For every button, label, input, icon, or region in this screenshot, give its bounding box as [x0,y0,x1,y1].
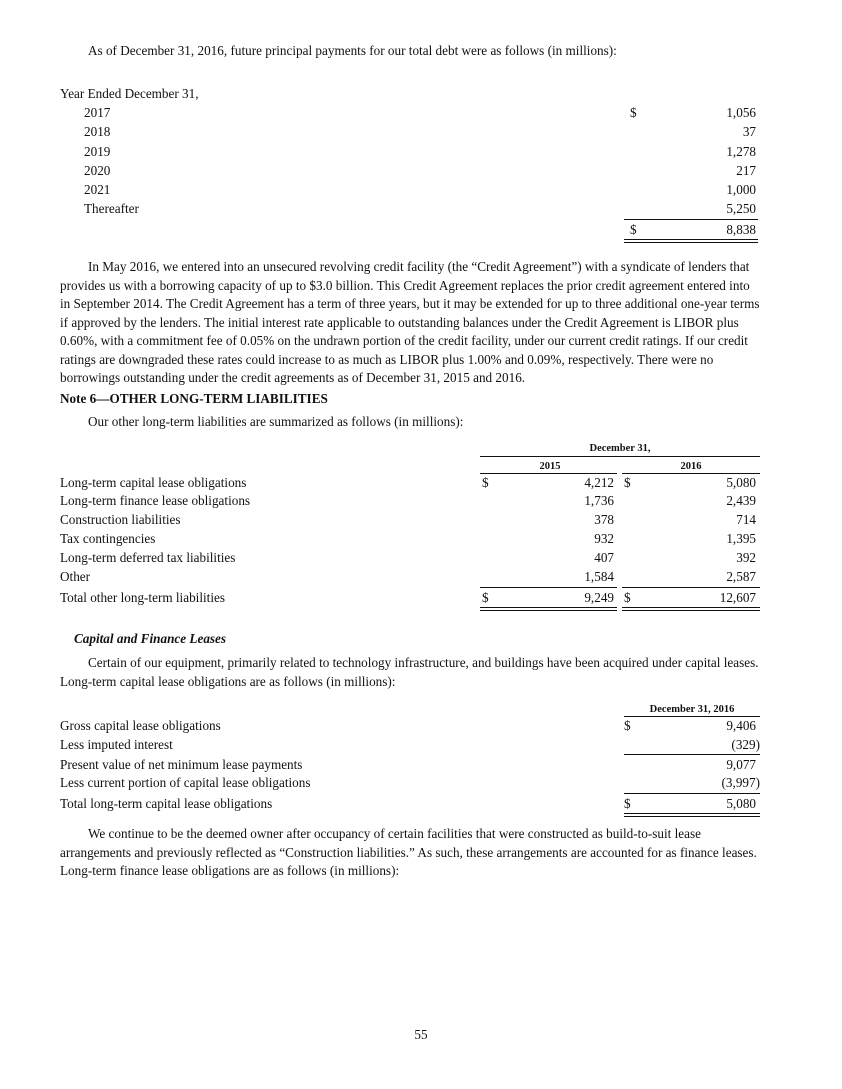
liability-2016: 5,080 [726,475,756,490]
total-double-rule [624,813,760,817]
liability-2015: 1,584 [584,569,614,584]
debt-year: 2021 [84,182,111,197]
subtotal-rule [480,587,617,588]
liability-2016: 714 [736,512,756,527]
credit-agreement-paragraph: In May 2016, we entered into an unsecured revolving credit facility (the “Credit Agreement”) with a syndicate of lenders that provides us with a borrowing capacity of up to $3.0 billion. This Credit Agreement replaces the prior credit agreement entered into in September 2014. The Credit Agreement has a term of three years, but it may be extended for up to three additional one-year terms if approved by the lenders. The initial interest rate applicable to outstanding balances under the Credit Agreement is LIBOR plus 0.60%, with a commitment fee of 0.05% on the undrawn portion of the credit facility, under our current credit ratings. If our credit ratings are downgraded these rates could increase to as much as LIBOR plus 1.00% and 0.09%, respectively. There were no borrowings outstanding under the credit agreements as of December 31, 2015 and 2016. [60,259,760,385]
currency-sign: $ [624,475,631,490]
debt-amount: 1,000 [726,182,756,197]
liability-2016: 1,395 [726,531,756,546]
liability-2015: 1,736 [584,493,614,508]
liability-row [60,530,760,549]
liability-row [60,568,760,587]
subtotal-rule [624,219,758,220]
finance-lease-paragraph: We continue to be the deemed owner after occupancy of certain facilities that were constructed as build-to-suit lease arrangements and previously reflected as “Construction liabilities.” As such, these arrangements are accounted for as finance leases. Long-term finance lease obligations are as follows (in millions): [60,826,757,878]
subtotal-rule [624,793,760,794]
liability-label: Long-term finance lease obligations [60,493,251,508]
debt-amount: 217 [736,163,756,178]
currency-sign: $ [630,105,637,120]
lease-amount: 9,077 [726,757,756,772]
liability-label: Construction liabilities [60,512,181,527]
debt-total-row [60,221,760,240]
liability-2015: 932 [594,531,614,546]
lease-row [60,756,760,775]
debt-amount: 1,278 [726,144,756,159]
subtotal-rule [622,587,760,588]
leases-paragraph: Certain of our equipment, primarily related to technology infrastructure, and buildings have been acquired under capital leases. Long-term capital lease obligations are as follows (in millions): [60,655,759,689]
lease-total-row [60,795,760,814]
lease-amount: 5,080 [726,796,756,811]
liability-2015: 4,212 [584,475,614,490]
debt-amount: 37 [742,124,756,139]
debt-row [60,104,760,123]
debt-intro: As of December 31, 2016, future principal payments for our total debt were as follows (in millions): [88,43,617,58]
liability-total-2015: 9,249 [584,590,614,605]
lease-label: Less current portion of capital lease obligations [60,775,311,790]
debt-table-header: Year Ended December 31, [60,86,199,101]
liability-total-label: Total other long-term liabilities [60,590,225,605]
note6-intro: Our other long-term liabilities are summarized as follows (in millions): [88,414,464,429]
liability-2016: 392 [736,550,756,565]
debt-row [60,143,760,162]
note6-heading: Note 6—OTHER LONG-TERM LIABILITIES [60,391,328,406]
lease-row [60,717,760,736]
liability-row [60,474,760,493]
currency-sign: $ [624,590,631,605]
total-double-rule [622,607,760,611]
liability-row [60,492,760,511]
currency-sign: $ [630,222,637,237]
currency-sign: $ [624,718,631,733]
debt-row [60,181,760,200]
liability-row [60,549,760,568]
debt-year: 2020 [84,163,111,178]
currency-sign: $ [482,475,489,490]
debt-year: Thereafter [84,201,139,216]
note6-col-2016: 2016 [680,461,702,472]
debt-amount: 1,056 [726,105,756,120]
debt-year: 2018 [84,124,111,139]
liability-label: Other [60,569,91,584]
lease-label: Total long-term capital lease obligations [60,796,273,811]
debt-row [60,200,760,219]
lease-row [60,736,760,755]
liability-2016: 2,587 [726,569,756,584]
lease-label: Present value of net minimum lease payments [60,757,303,772]
liability-label: Tax contingencies [60,531,156,546]
liability-label: Long-term deferred tax liabilities [60,550,236,565]
leases-col-header: December 31, 2016 [649,704,735,715]
lease-row [60,774,760,793]
page-number: 55 [414,1027,428,1042]
note6-group-header: December 31, [589,443,651,454]
debt-year: 2017 [84,105,111,120]
lease-amount: (3,997) [721,775,760,790]
liability-2016: 2,439 [726,493,756,508]
note6-col-2015: 2015 [539,461,561,472]
lease-label: Less imputed interest [60,737,173,752]
debt-row [60,123,760,142]
lease-amount: 9,406 [726,718,756,733]
lease-amount: (329) [731,737,760,752]
leases-heading: Capital and Finance Leases [74,631,227,646]
liability-2015: 407 [594,550,614,565]
total-double-rule [624,239,758,243]
debt-amount: 5,250 [726,201,756,216]
liability-row [60,511,760,530]
liability-total-row [60,589,760,608]
liability-2015: 378 [594,512,614,527]
debt-year: 2019 [84,144,111,159]
total-double-rule [480,607,617,611]
subtotal-rule [624,754,760,755]
header-rule [480,456,760,457]
debt-row [60,162,760,181]
debt-total: 8,838 [726,222,756,237]
currency-sign: $ [624,796,631,811]
currency-sign: $ [482,590,489,605]
liability-label: Long-term capital lease obligations [60,475,247,490]
lease-label: Gross capital lease obligations [60,718,221,733]
liability-total-2016: 12,607 [719,590,756,605]
